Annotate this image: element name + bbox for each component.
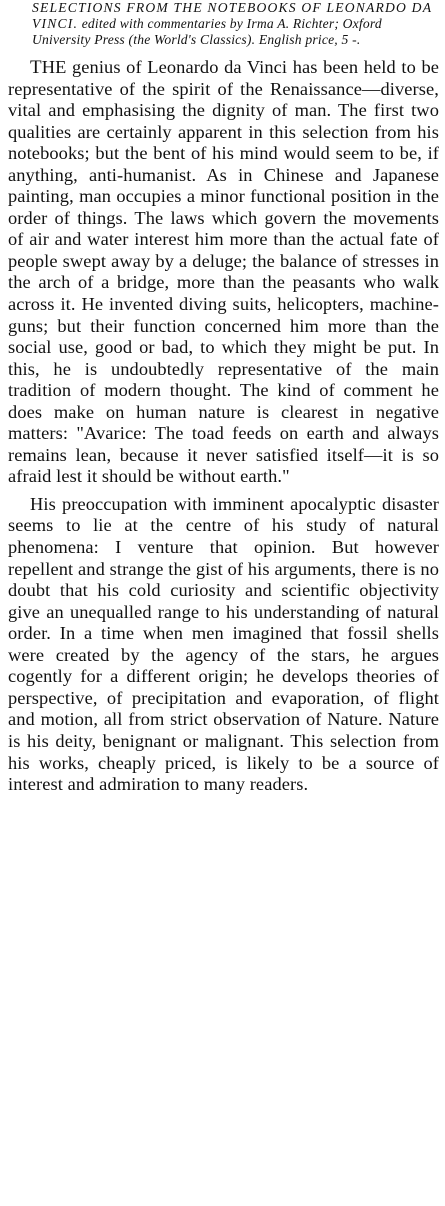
- book-publication-details: edited with commentaries by Irma A. Richter; Oxford University Press (the World's Classics). English price, 5 -.: [32, 16, 382, 47]
- book-review-heading: [32, 0, 439, 48]
- review-paragraph-1: THE genius of Leonardo da Vinci has been held to be representative of the spirit of the Renaissance—diverse, vital and emphasising the dignity of man. The first two qualities are certainly apparent in this selection from his notebooks; but the bent of his mind would seem to be, if anything, anti-humanist. As in Chinese and Japanese painting, man occupies a minor functional position in the order of things. The laws which govern the movements of air and water interest him more than the actual fate of people swept away by a deluge; the balance of stresses in the arch of a bridge, more than the peasants who walk across it. He invented diving suits, helicopters, machine-guns; but their function concerned him more than the social use, good or bad, to which they might be put. In this, he is undoubtedly representative of the main tradition of modern thought. The kind of comment he does make on human nature is clearest in negative matters: "Avarice: The toad feeds on earth and always remains lean, because it never satisfied itself—it is so afraid lest it should be without earth.": [8, 57, 439, 487]
- review-paragraph-2: His preoccupation with imminent apocalyptic disaster seems to lie at the centre of his study of natural phenomena: I venture that opinion. But however repellent and strange the gist of his arguments, there is no doubt that his cold curiosity and scientific objectivity give an unequalled range to his understanding of natural order. In a time when men imagined that fossil shells were created by the agency of the stars, he argues cogently for a different origin; he develops theories of perspective, of precipitation and evaporation, of flight and motion, all from strict observation of Nature. Nature is his deity, benignant or malignant. This selection from his works, cheaply priced, is likely to be a source of interest and admiration to many readers.: [8, 493, 439, 795]
- book-title: SELECTIONS FROM THE NOTEBOOKS OF LEONARDO DA VINCI.: [32, 0, 432, 31]
